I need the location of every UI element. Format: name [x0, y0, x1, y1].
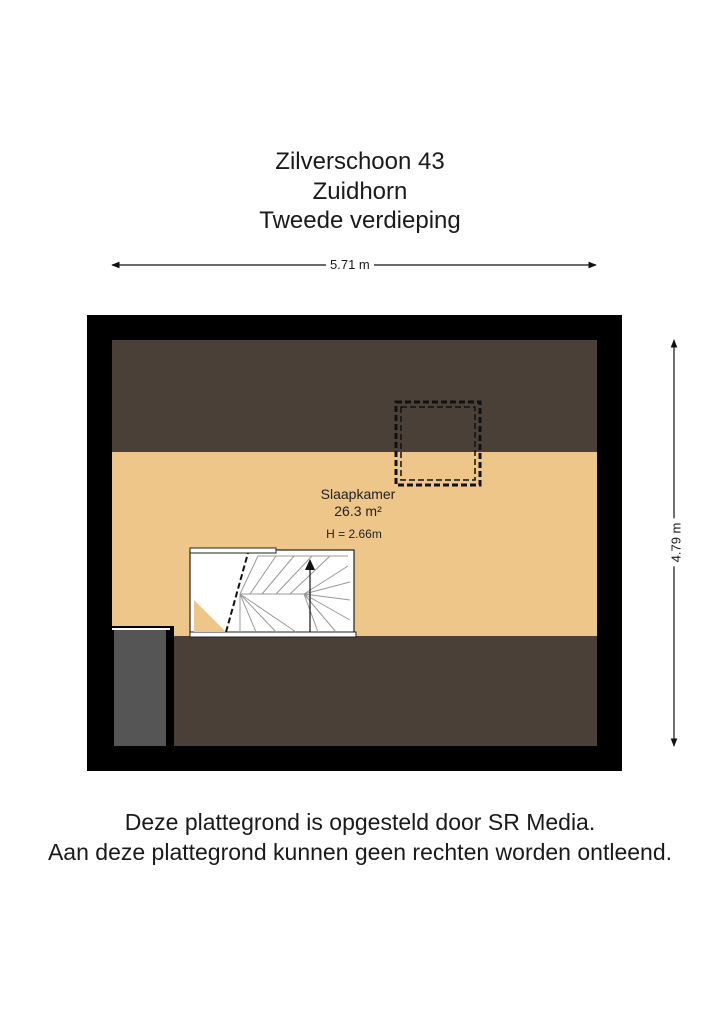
city-line: Zuidhorn	[312, 178, 408, 205]
disclaimer-line-2: Aan deze plattegrond kunnen geen rechten worden ontleend.	[47, 839, 673, 865]
room-area-label: 26.3 m²	[334, 503, 382, 519]
room-height-label: H = 2.66m	[326, 527, 382, 541]
height-dimension-label: 4.79 m	[668, 519, 683, 567]
sloped-ceiling-bottom	[112, 636, 597, 746]
floor-level-line: Tweede verdieping	[259, 207, 461, 234]
disclaimer-line-1: Deze plattegrond is opgesteld door SR Media.	[124, 809, 596, 835]
room-name-label: Slaapkamer	[320, 486, 396, 502]
staircase	[190, 548, 356, 637]
address-line: Zilverschoon 43	[275, 148, 445, 175]
void-area	[112, 626, 174, 746]
width-dimension-label: 5.71 m	[326, 257, 374, 272]
sloped-ceiling-top	[112, 340, 597, 452]
